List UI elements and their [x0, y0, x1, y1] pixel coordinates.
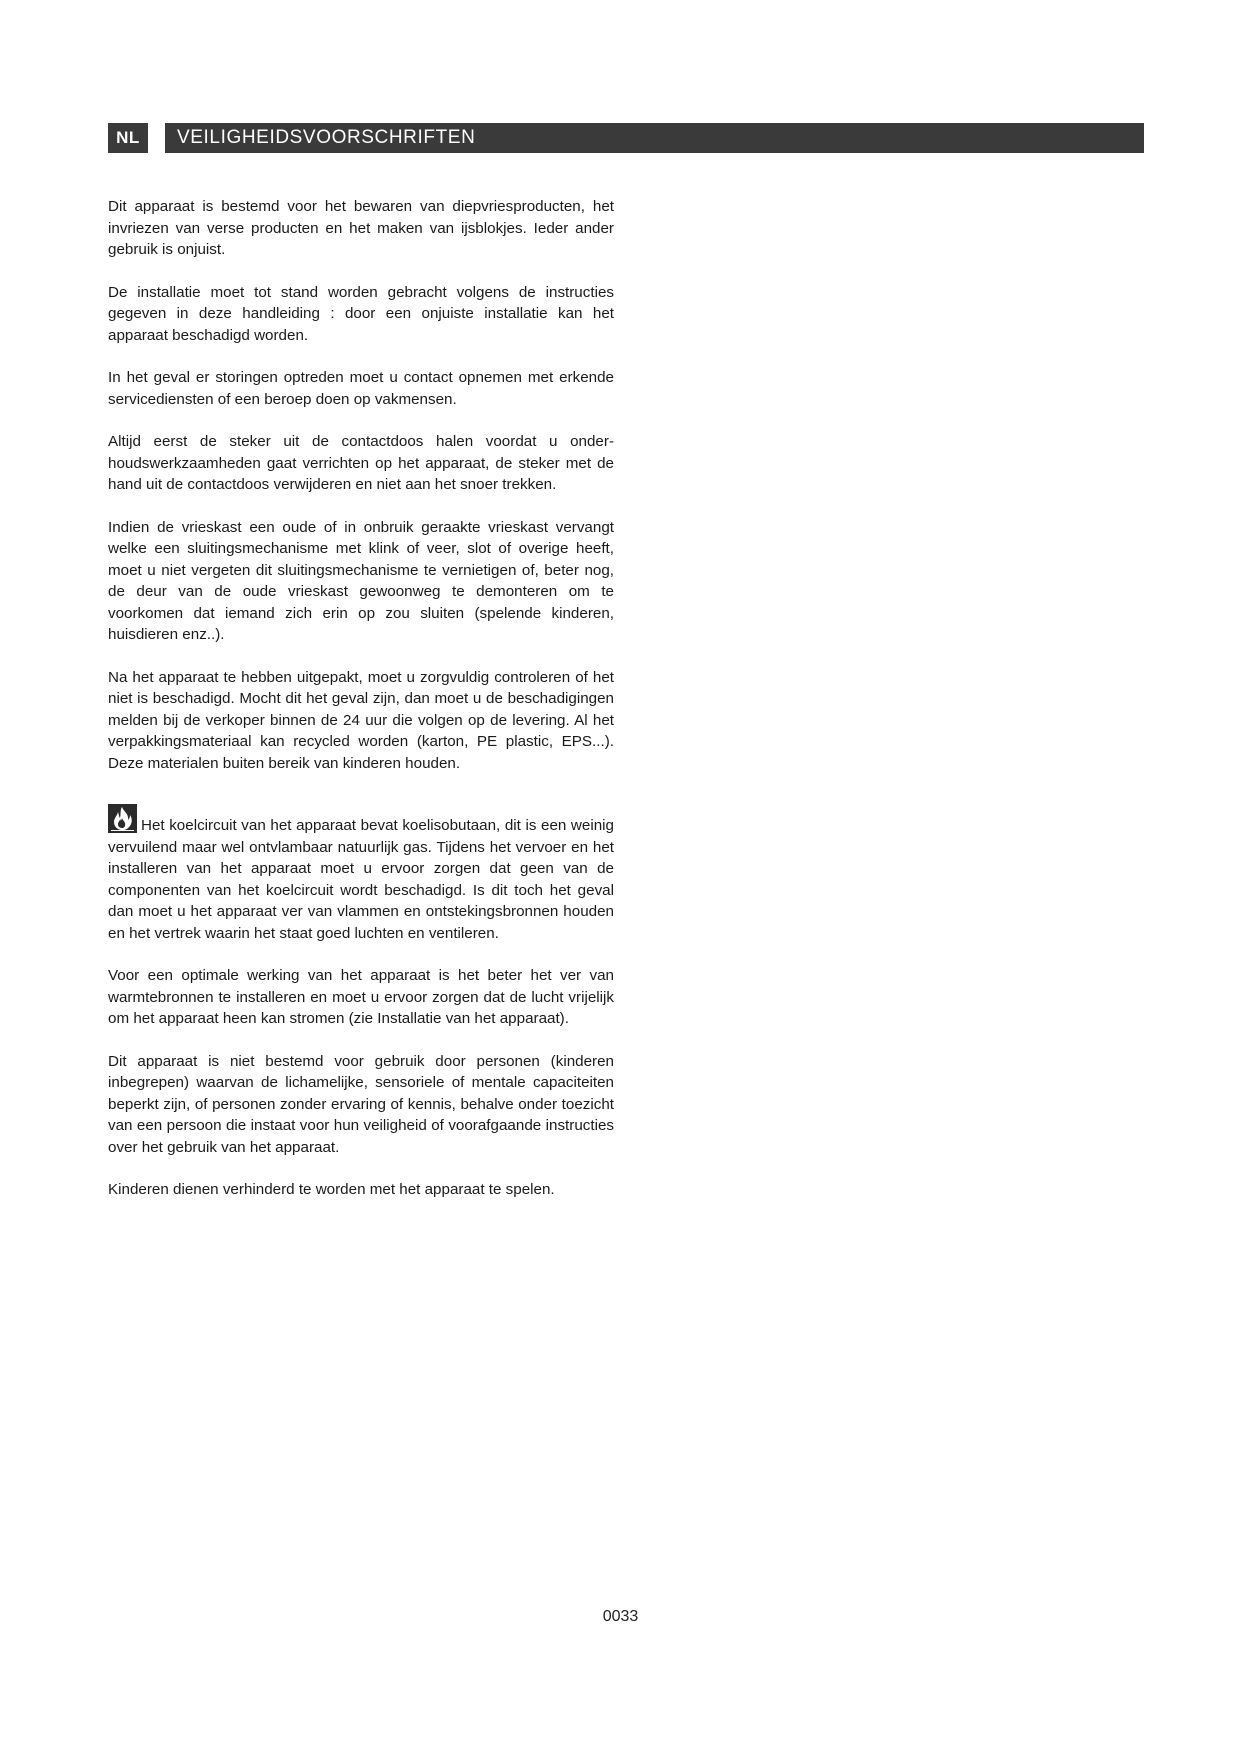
paragraph-maintenance: Altijd eerst de steker uit de contactdoos halen voordat u onderhoudswerkzaamheden gaat verrichten op het apparaat, de steker met de hand uit de contactdoos verwijderen en niet aan het snoer trekken.: [108, 433, 614, 493]
page-number: 0033: [602, 1608, 639, 1625]
paragraph-refrigerant: [108, 804, 614, 944]
paragraph-intended-use: Dit apparaat is bestemd voor het bewaren van diepvriesproducten, het invriezen van verse producten en het maken van ijsblokjes. Ieder ander gebruik is onjuist.: [108, 198, 614, 258]
paragraph-unpacking: Na het apparaat te hebben uitgepakt, moet u zorgvuldig controleren of het niet is beschadigd. Mocht dit het geval zijn, dan moet u de beschadigingen melden bij de verkoper binnen de 24 uur die volgen op de levering. Al het verpakkingsmateriaal kan recycled worden (karton, PE plastic, EPS...). Deze materialen buiten bereik van kinderen houden.: [108, 668, 614, 772]
refrigerant-text: Het koelcircuit van het apparaat bevat koelisobutaan, dit is een weinig vervuilend maar wel ontvlambaar natuurlijk gas. Tijdens het vervoer en het installeren van het apparaat moet u ervoor zorgen dat geen van de componenten van het koelcircuit wordt beschadigd. Is dit toch het geval dan moet u het apparaat ver van vlammen en ontstekingsbronnen houden en het vertrek waarin het staat goed luchten en ventileren.: [108, 817, 614, 942]
paragraph-ventilation: Voor een optimale werking van het apparaat is het beter het ver van warmtebronnen te installeren en moet u ervoor zorgen dat de lucht vrijelijk om het apparaat heen kan stromen (zie Installatie van het apparaat).: [108, 967, 614, 1027]
paragraph-old-appliance: Indien de vrieskast een oude of in onbruik geraakte vrieskast vervangt welke een sluitingsmechanisme met klink of veer, slot of overige heeft, moet u niet vergeten dit sluitingsmechanisme te vernietigen of, beter nog, de deur van de oude vrieskast gewoonweg te demonteren om te voorkomen dat iemand zich erin op zou sluiten (spelende kinderen, huisdieren enz..).: [108, 518, 614, 643]
paragraph-malfunctions: In het geval er storingen optreden moet u contact opnemen met erkende servicediensten of een beroep doen op vakmensen.: [108, 369, 614, 408]
page-header: [108, 123, 1144, 153]
section-title: VEILIGHEIDSVOORSCHRIFTEN: [165, 123, 1144, 153]
paragraph-persons: Dit apparaat is niet bestemd voor gebruik door personen (kinderen inbegrepen) waarvan de lichamelijke, sensoriele of mentale capaciteiten beperkt zijn, of personen zonder ervaring of kennis, behalve onder toezicht van een persoon die instaat voor hun veiligheid of voorafgaande instructies over het gebruik van het apparaat.: [108, 1052, 614, 1156]
paragraph-children: Kinderen dienen verhinderd te worden met het apparaat te spelen.: [108, 1181, 555, 1198]
paragraph-installation: De installatie moet tot stand worden gebracht volgens de instructies gegeven in deze handleiding : door een onjuiste installatie kan het apparaat beschadigd worden.: [108, 283, 614, 344]
safety-instructions: [108, 196, 614, 1222]
flame-icon: [108, 804, 137, 833]
language-badge: NL: [108, 123, 148, 153]
